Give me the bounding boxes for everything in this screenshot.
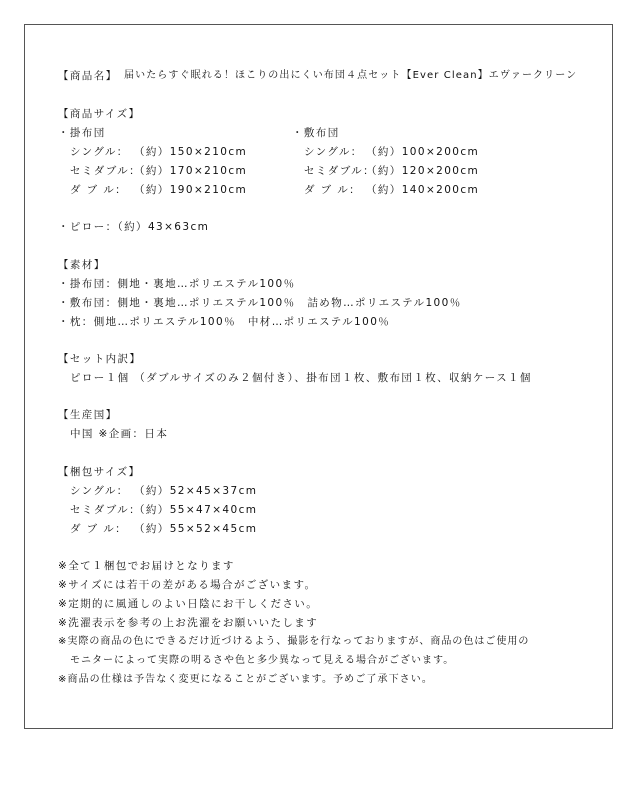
kakebuton-row-value: （約）170×210cm — [134, 165, 248, 177]
shikibuton-row-value: （約）140×200cm — [366, 184, 480, 196]
origin-heading: 【生産国】 — [58, 409, 118, 421]
package-row-label: ダ ブ ル： — [70, 523, 128, 535]
size-heading: 【商品サイズ】 — [58, 108, 141, 120]
pillow-size: ・ピロー：（約）43×63cm — [58, 221, 210, 233]
package-size-heading: 【梱包サイズ】 — [58, 466, 141, 478]
kakebuton-row-value: （約）190×210cm — [134, 184, 248, 196]
kakebuton-row-label: シングル： — [70, 146, 129, 158]
package-row-label: セミダブル： — [70, 504, 141, 516]
kakebuton-row-label: セミダブル： — [70, 165, 141, 177]
shikibuton-row-value: （約）100×200cm — [366, 146, 480, 158]
material-line: ・掛布団：側地・裏地…ポリエステル100％ — [58, 278, 296, 290]
note-line: ※商品の仕様は予告なく変更になることがございます。予めご了承下さい。 — [58, 674, 433, 685]
note-line: ※サイズには若干の差がある場合がございます。 — [58, 579, 317, 591]
shikibuton-row-label: セミダブル： — [304, 165, 375, 177]
shikibuton-row-value: （約）120×200cm — [366, 165, 480, 177]
note-line: モニターによって実際の明るさや色と多少異なって見える場合がございます。 — [70, 655, 455, 666]
note-line: ※実際の商品の色にできるだけ近づけるよう、撮影を行なっておりますが、商品の色はご使用の — [58, 636, 530, 647]
kakebuton-title: ・掛布団 — [58, 127, 106, 139]
package-row-label: シングル： — [70, 485, 129, 497]
material-heading: 【素材】 — [58, 259, 106, 271]
package-row-value: （約）55×47×40cm — [134, 504, 258, 516]
package-row-value: （約）52×45×37cm — [134, 485, 258, 497]
shikibuton-title: ・敷布団 — [292, 127, 340, 139]
product-name-value: 届いたらすぐ眠れる！ほこりの出にくい布団４点セット【Ever Clean】エヴァークリーン — [124, 70, 578, 81]
product-name-label: 【商品名】 — [58, 70, 118, 82]
material-line: ・敷布団：側地・裏地…ポリエステル100％ 詰め物…ポリエステル100％ — [58, 297, 462, 309]
set-contents-text: ピロー１個 （ダブルサイズのみ２個付き）、掛布団１枚、敷布団１枚、収納ケース１個 — [70, 372, 532, 384]
note-line: ※全て１梱包でお届けとなります — [58, 560, 235, 572]
note-line: ※定期的に風通しのよい日陰にお干しください。 — [58, 598, 319, 610]
kakebuton-row-value: （約）150×210cm — [134, 146, 248, 158]
shikibuton-row-label: ダ ブ ル： — [304, 184, 362, 196]
material-line: ・枕：側地…ポリエステル100％ 中材…ポリエステル100％ — [58, 316, 391, 328]
origin-text: 中国 ※企画：日本 — [70, 428, 169, 440]
note-line: ※洗濯表示を参考の上お洗濯をお願いいたします — [58, 617, 319, 629]
kakebuton-row-label: ダ ブ ル： — [70, 184, 128, 196]
set-contents-heading: 【セット内訳】 — [58, 353, 142, 365]
package-row-value: （約）55×52×45cm — [134, 523, 258, 535]
shikibuton-row-label: シングル： — [304, 146, 363, 158]
